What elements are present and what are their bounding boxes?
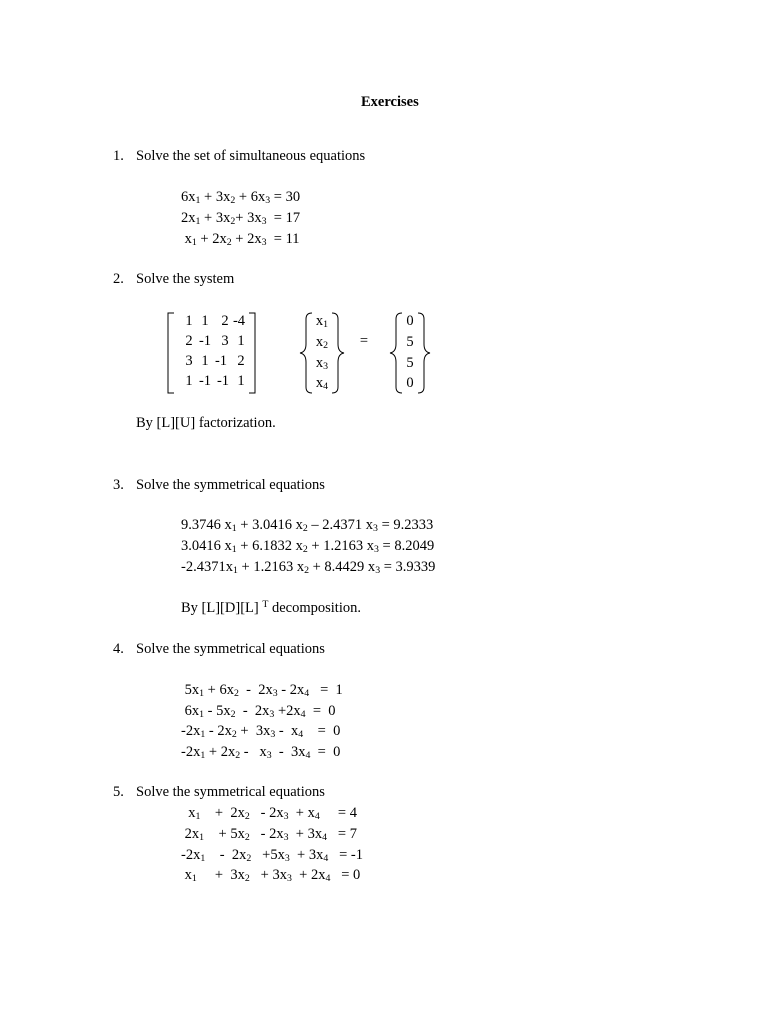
matrix-cell-r3c1: 3 <box>185 353 193 369</box>
matrix-cell-r4c3: -1 <box>216 373 230 389</box>
subscript-index: 1 <box>231 544 237 556</box>
subscript-index: 2 <box>226 237 232 249</box>
equation-term: + 2x <box>205 744 236 760</box>
subscript-index: 3 <box>375 565 381 577</box>
matrix-cell-r3c4: 2 <box>237 353 245 369</box>
ex5-equation-3 <box>181 848 363 863</box>
vector-x-right-brace <box>332 313 344 393</box>
ex5-prompt: Solve the symmetrical equations <box>136 784 325 800</box>
equation-term: 6x <box>181 189 196 205</box>
equation-term: + 3x <box>236 723 271 739</box>
equation-term: - 2x <box>249 826 284 842</box>
subscript-index: 3 <box>286 873 292 885</box>
ex3-prompt: Solve the symmetrical equations <box>136 477 325 493</box>
subscript-index: 4 <box>298 729 304 741</box>
equation-term: + 6x <box>204 682 234 698</box>
matrix-cell-r3c2: 1 <box>201 353 209 369</box>
subscript-index: 1 <box>200 853 206 865</box>
vector-x-2 <box>312 335 332 350</box>
ex3-equation-1 <box>181 518 433 533</box>
matrix-cell-r4c1: 1 <box>185 373 193 389</box>
variable-letter: x <box>315 375 324 391</box>
equation-term: -2x <box>181 744 201 760</box>
subscript-index: 3 <box>270 729 276 741</box>
subscript-index: 1 <box>191 237 197 249</box>
subscript-index: 2 <box>230 195 236 207</box>
ex2-matrix-system <box>160 306 460 398</box>
subscript-index: 3 <box>261 216 267 228</box>
ex1-number: 1. <box>113 148 124 164</box>
ex1-equation-1 <box>181 190 300 205</box>
equation-term: = 4 <box>319 805 357 821</box>
equation-term: + 2x <box>291 867 326 883</box>
vector-rhs-left-brace <box>390 313 402 393</box>
variable-letter: x <box>315 313 324 329</box>
equation-term: + 1.2163 x <box>307 538 374 554</box>
equation-term: - 2x <box>249 805 284 821</box>
ex5-equation-4 <box>181 868 360 883</box>
ex2-prompt: Solve the system <box>136 271 235 287</box>
subscript-index: 4 <box>314 811 320 823</box>
equation-term: - 2x <box>238 682 273 698</box>
equation-term: - x <box>240 744 267 760</box>
ex5-number: 5. <box>113 784 124 800</box>
equation-term: = 17 <box>266 210 301 226</box>
ex3-method-suffix: decomposition. <box>268 600 361 616</box>
subscript-index: 1 <box>199 709 205 721</box>
matrix-cell-r1c1: 1 <box>185 313 193 329</box>
equation-term: = 0 <box>303 723 341 739</box>
ex4-equation-2 <box>181 704 336 719</box>
equation-term: = 9.2333 <box>377 517 434 533</box>
subscript-index: 1 <box>195 811 201 823</box>
subscript-index: 3 <box>283 811 289 823</box>
vector-x-3 <box>312 356 332 371</box>
matrix-cell-r1c2: 1 <box>201 313 209 329</box>
matrix-cell-r1c4: -4 <box>232 313 246 329</box>
subscript-index: 1 <box>199 688 205 700</box>
subscript-index: 1 <box>231 523 237 535</box>
equation-term: + 1.2163 x <box>237 559 305 575</box>
equation-term: + 3x <box>289 847 324 863</box>
equation-term: 9.3746 x <box>181 517 232 533</box>
ex3-equation-2 <box>181 539 434 554</box>
subscript-index: 2 <box>302 523 308 535</box>
subscript-index: 2 <box>244 873 250 885</box>
ex1-equation-2 <box>181 211 300 226</box>
subscript-index: 2 <box>230 709 236 721</box>
rhs-value-1: 0 <box>406 313 414 329</box>
equation-term: – 2.4371 x <box>307 517 374 533</box>
equation-term: = 3.9339 <box>380 559 436 575</box>
subscript-index: 3 <box>373 523 378 535</box>
equation-term: -2.4371x <box>181 559 233 575</box>
ex4-prompt: Solve the symmetrical equations <box>136 641 325 657</box>
ex5-equation-1 <box>181 806 357 821</box>
equation-term: 2x <box>181 210 196 226</box>
ex3-method <box>181 601 361 616</box>
subscript-index: 2 <box>233 688 239 700</box>
equation-term: - 3x <box>271 744 306 760</box>
subscript-index: 3 <box>265 195 271 207</box>
ex4-number: 4. <box>113 641 124 657</box>
equation-term: + 3x <box>200 210 231 226</box>
equation-term: + 3x <box>288 826 323 842</box>
subscript-index: 1 <box>200 729 206 741</box>
equation-term: -2x <box>181 723 201 739</box>
equation-term: x <box>181 231 192 247</box>
equation-term: = 0 <box>305 703 336 719</box>
equation-term: - 5x <box>204 703 231 719</box>
matrix-left-bracket <box>168 313 174 393</box>
subscript-index: 2 <box>244 811 250 823</box>
vector-x-left-brace <box>300 313 312 393</box>
ex4-equation-4 <box>181 745 340 760</box>
matrix-cell-r3c3: -1 <box>214 353 228 369</box>
equation-term: = 0 <box>330 867 361 883</box>
equation-term: 5x <box>181 682 200 698</box>
matrix-cell-r4c4: 1 <box>237 373 245 389</box>
equation-term: = 11 <box>266 231 300 247</box>
matrix-cell-r4c2: -1 <box>198 373 212 389</box>
equation-term: 2x <box>181 826 200 842</box>
subscript-index: 1 <box>199 832 205 844</box>
subscript-index: 2 <box>246 853 252 865</box>
equation-term: +2x <box>274 703 301 719</box>
equation-term: + 2x <box>200 805 245 821</box>
equation-term: - 2x <box>235 703 270 719</box>
equation-term: + 5x <box>204 826 245 842</box>
equation-term: = 30 <box>270 189 301 205</box>
subscript-index: 3 <box>283 832 289 844</box>
page-title: Exercises <box>361 94 419 110</box>
subscript-index: 1 <box>195 216 201 228</box>
equation-term: + 2x <box>196 231 227 247</box>
subscript-index: 2 <box>302 544 308 556</box>
equation-term: = 8.2049 <box>378 538 435 554</box>
equation-term: +5x <box>251 847 285 863</box>
subscript-index: 2 <box>304 565 309 577</box>
ex3-method-prefix: By [L][D][L] <box>181 600 263 616</box>
subscript-index: 3 <box>373 544 379 556</box>
subscript-index: 2 <box>235 750 241 762</box>
subscript-index: 3 <box>272 688 278 700</box>
equation-term: 6x <box>181 703 200 719</box>
subscript-index: 3 <box>323 361 329 373</box>
ex3-number: 3. <box>113 477 124 493</box>
equation-term: + 3.0416 x <box>236 517 303 533</box>
equation-term: = -1 <box>328 847 364 863</box>
equation-term: + 8.4429 x <box>309 559 376 575</box>
equals-sign: = <box>359 333 369 349</box>
equation-term: -2x <box>181 847 201 863</box>
matrix-cell-r2c4: 1 <box>237 333 245 349</box>
ex1-equation-3 <box>181 232 300 247</box>
equation-term: 3.0416 x <box>181 538 232 554</box>
ex5-equation-2 <box>181 827 357 842</box>
equation-term: + 3x <box>196 867 245 883</box>
rhs-value-3: 5 <box>406 355 414 371</box>
subscript-index: 4 <box>325 873 331 885</box>
matrix-cell-r1c3: 2 <box>221 313 229 329</box>
matrix-cell-r2c3: 3 <box>221 333 229 349</box>
variable-letter: x <box>315 334 324 350</box>
variable-letter: x <box>315 355 324 371</box>
subscript-index: 1 <box>191 873 197 885</box>
subscript-index: 2 <box>323 340 329 352</box>
subscript-index: 4 <box>322 832 328 844</box>
subscript-index: 4 <box>323 853 329 865</box>
equation-term: - 2x <box>277 682 305 698</box>
vector-x-1 <box>312 314 332 329</box>
equation-term: = 7 <box>327 826 357 842</box>
subscript-index: 1 <box>195 195 201 207</box>
vector-rhs-right-brace <box>418 313 430 393</box>
subscript-index: 3 <box>269 709 275 721</box>
ex4-equation-1 <box>181 683 343 698</box>
subscript-index: 2 <box>231 729 237 741</box>
equation-term: - x <box>275 723 299 739</box>
equation-term: = 0 <box>310 744 341 760</box>
ex3-equation-3 <box>181 560 435 575</box>
ex1-prompt: Solve the set of simultaneous equations <box>136 148 366 164</box>
subscript-index: 3 <box>284 853 290 865</box>
matrix-cell-r2c2: -1 <box>198 333 212 349</box>
subscript-index: 1 <box>232 565 238 577</box>
subscript-index: 1 <box>200 750 206 762</box>
transpose-superscript: T <box>262 599 269 611</box>
rhs-value-2: 5 <box>406 334 414 350</box>
subscript-index: 4 <box>304 688 310 700</box>
rhs-value-4: 0 <box>406 375 414 391</box>
equation-term: + 3x <box>235 210 262 226</box>
equation-term: - 2x <box>205 723 232 739</box>
equation-term: + 6.1832 x <box>236 538 303 554</box>
equation-term: - 2x <box>205 847 247 863</box>
subscript-index: 2 <box>244 832 250 844</box>
ex2-method: By [L][U] factorization. <box>136 415 276 431</box>
ex4-equation-3 <box>181 724 340 739</box>
equation-term: + x <box>288 805 315 821</box>
equation-term: + 3x <box>249 867 287 883</box>
subscript-index: 3 <box>266 750 272 762</box>
matrix-cell-r2c1: 2 <box>185 333 193 349</box>
subscript-index: 4 <box>300 709 306 721</box>
vector-x-4 <box>312 376 332 391</box>
equation-term: + 2x <box>231 231 262 247</box>
equation-term: = 1 <box>309 682 343 698</box>
subscript-index: 4 <box>305 750 311 762</box>
subscript-index: 3 <box>261 237 267 249</box>
subscript-index: 2 <box>230 216 236 228</box>
equation-term: x <box>181 867 192 883</box>
equation-term: + 3x <box>200 189 231 205</box>
ex2-number: 2. <box>113 271 124 287</box>
equation-term: + 6x <box>235 189 266 205</box>
equation-term: x <box>181 805 196 821</box>
subscript-index: 1 <box>323 319 329 331</box>
subscript-index: 4 <box>323 381 329 393</box>
